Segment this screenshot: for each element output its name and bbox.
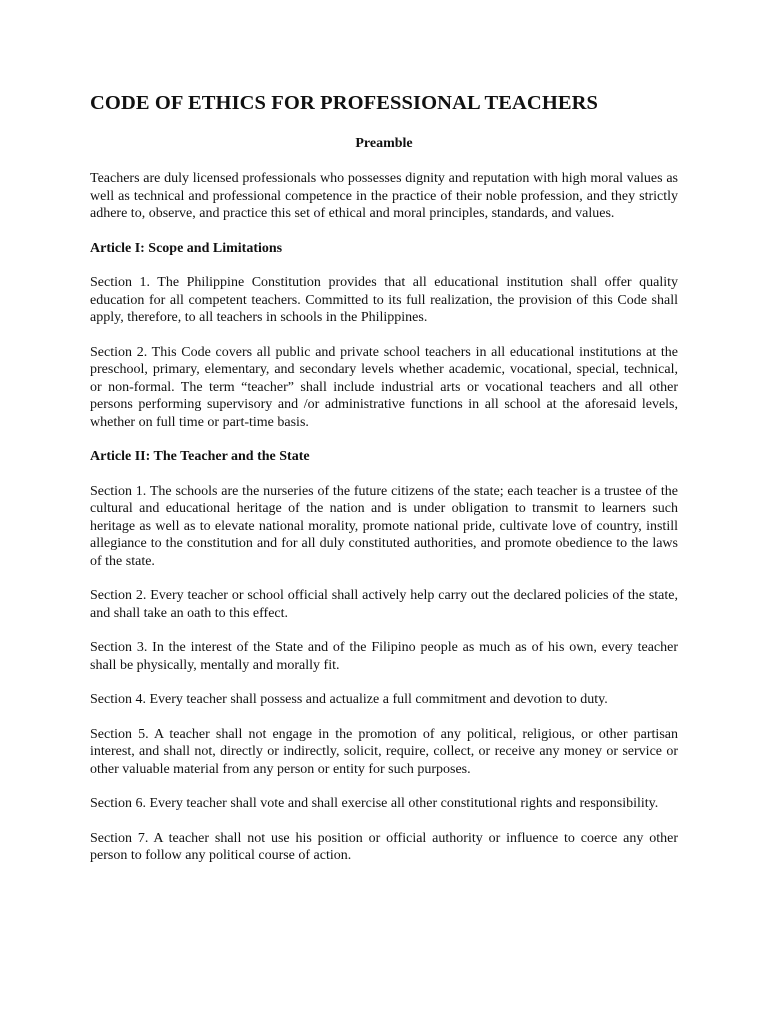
page-title: CODE OF ETHICS FOR PROFESSIONAL TEACHERS — [90, 92, 599, 114]
article-2-heading: Article II: The Teacher and the State — [90, 449, 310, 464]
article-1-section-2: Section 2. This Code covers all public and private school teachers in all educational institutions at the preschool, primary, elementary, and secondary levels whether academic, vocational, special, technical, or non-formal. The term “teacher” shall include industrial arts or vocational teachers and all other persons performing supervisory and /or administrative functions in all school at the aforesaid levels, whether on full time or part-time basis. — [90, 344, 678, 430]
article-2-section-4: Section 4. Every teacher shall possess and actualize a full commitment and devotion to duty. — [90, 692, 608, 707]
article-1-heading: Article I: Scope and Limitations — [90, 240, 283, 256]
article-2-section-2: Section 2. Every teacher or school official shall actively help carry out the declared policies of the state, and shall take an oath to this effect. — [90, 588, 678, 621]
article-2-section-6: Section 6. Every teacher shall vote and shall exercise all other constitutional rights and responsibility. — [90, 796, 659, 811]
preamble-paragraph: Teachers are duly licensed professionals who possesses dignity and reputation with high moral values as well as technical and professional competence in the practice of their noble profession, and they strictly adhere to, observe, and practice this set of ethical and moral principles, standards, and values. — [90, 171, 678, 221]
article-2-section-7: Section 7. A teacher shall not use his position or official authority or influence to coerce any other person to follow any political course of action. — [90, 830, 678, 863]
article-2-section-1: Section 1. The schools are the nurseries of the future citizens of the state; each teacher is a trustee of the cultural and educational heritage of the nation and is under obligation to transmit to learners such heritage as well as to elevate national morality, promote national pride, cultivate love of country, instill allegiance to the constitution and for all duly constituted authorities, and promote obedience to the laws of the state. — [90, 483, 678, 569]
article-2-section-5: Section 5. A teacher shall not engage in the promotion of any political, religious, or other partisan interest, and shall not, directly or indirectly, solicit, require, collect, or receive any money or service or other valuable material from any person or entity for such purposes. — [90, 726, 678, 777]
article-2-section-3: Section 3. In the interest of the State and of the Filipino people as much as of his own, every teacher shall be physically, mentally and morally fit. — [90, 640, 678, 673]
document-page — [90, 88, 678, 865]
article-1-section-1: Section 1. The Philippine Constitution provides that all educational institution shall offer quality education for all competent teachers. Committed to its full realization, the provision of this Code shall apply, therefore, to all teachers in schools in the Philippines. — [90, 275, 678, 325]
preamble-heading: Preamble — [355, 136, 413, 151]
